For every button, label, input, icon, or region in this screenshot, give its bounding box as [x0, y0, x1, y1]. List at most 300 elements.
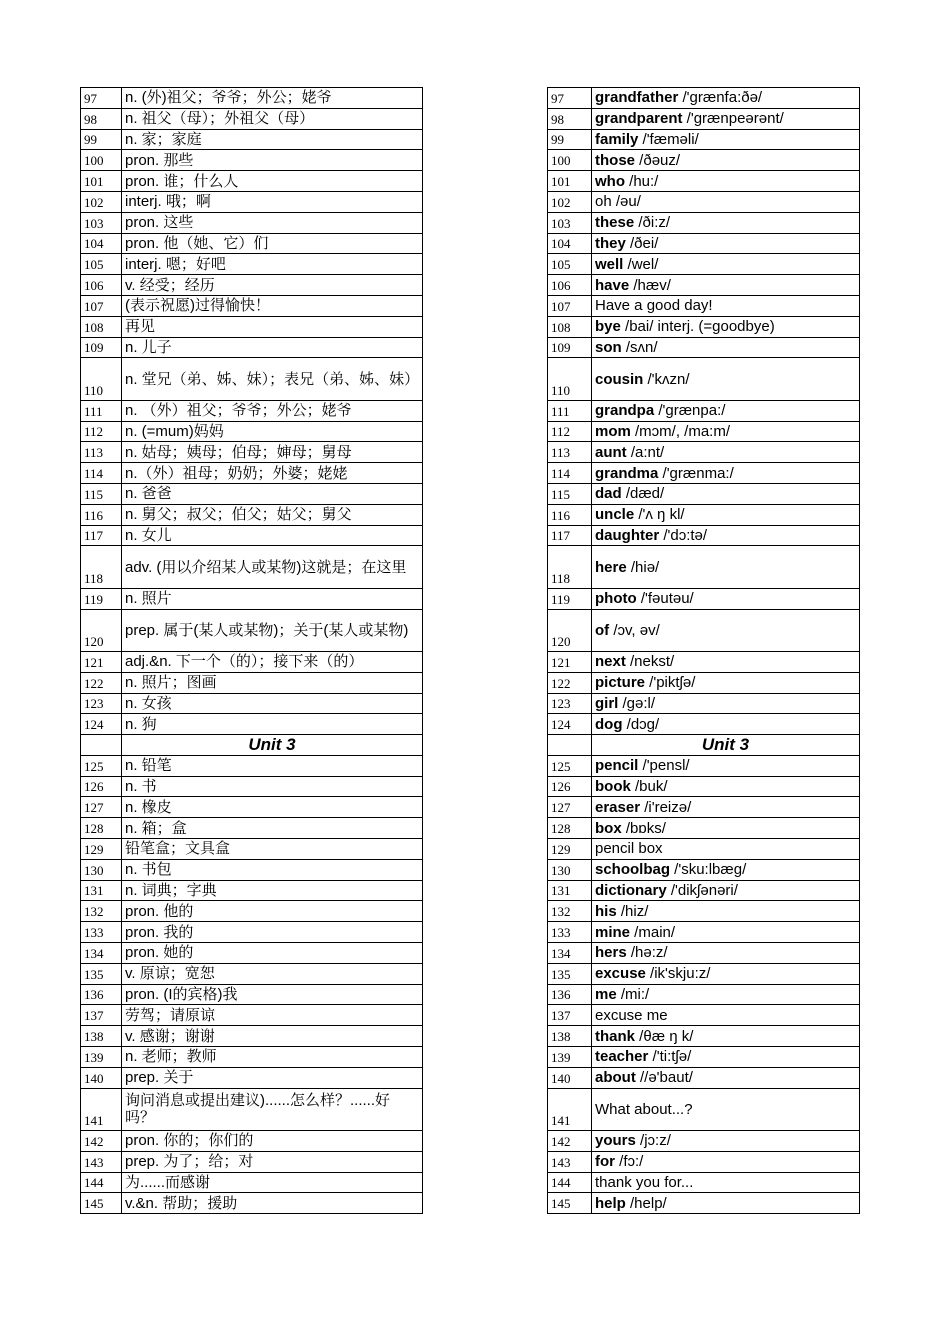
row-number: 98	[548, 108, 592, 129]
chinese-meaning: pron. 那些	[122, 150, 423, 171]
english-entry	[592, 693, 860, 714]
table-row	[548, 88, 860, 109]
table-row	[81, 1005, 423, 1026]
phonetic: What about...?	[595, 1100, 693, 1118]
table-row	[81, 129, 423, 150]
english-entry	[592, 755, 860, 776]
chinese-meaning: v. 原谅；宽恕	[122, 963, 423, 984]
table-row	[81, 400, 423, 421]
row-number: 122	[548, 672, 592, 693]
table-row	[548, 776, 860, 797]
row-number: 97	[81, 88, 122, 109]
english-entry	[592, 171, 860, 192]
table-row	[548, 504, 860, 525]
row-number: 135	[548, 963, 592, 984]
english-entry	[592, 233, 860, 254]
phonetic: /'grænpeərənt/	[682, 110, 784, 128]
chinese-meaning: v. 感谢；谢谢	[122, 1026, 423, 1047]
row-number: 132	[81, 901, 122, 922]
table-row	[81, 1193, 423, 1214]
table-row	[548, 1151, 860, 1172]
chinese-meaning: n. 书包	[122, 859, 423, 880]
english-entry	[592, 129, 860, 150]
row-number: 145	[81, 1193, 122, 1214]
english-entry	[592, 651, 860, 672]
phonetic: /hiz/	[616, 902, 649, 920]
chinese-meaning: n. 照片；图画	[122, 672, 423, 693]
table-row	[548, 859, 860, 880]
phonetic: /'dikʃənəri/	[666, 882, 738, 900]
headword: thank	[595, 1027, 636, 1045]
phonetic: /'fəutəu/	[636, 590, 694, 608]
row-number: 144	[81, 1172, 122, 1193]
row-number: 140	[81, 1067, 122, 1088]
row-number: 130	[81, 859, 122, 880]
headword: mom	[595, 422, 631, 440]
chinese-meaning: pron. 他的	[122, 901, 423, 922]
headword: mine	[595, 923, 631, 941]
chinese-meaning: n. 狗	[122, 714, 423, 735]
table-row	[548, 171, 860, 192]
phonetic: /'grænma:/	[658, 464, 734, 482]
table-row	[548, 922, 860, 943]
chinese-meaning: pron. 她的	[122, 943, 423, 964]
headword: dog	[595, 715, 623, 733]
headword: bye	[595, 318, 621, 336]
english-entry	[592, 963, 860, 984]
row-number: 127	[81, 797, 122, 818]
headword: box	[595, 819, 622, 837]
english-entry	[592, 191, 860, 212]
table-row	[81, 651, 423, 672]
english-entry	[592, 1067, 860, 1088]
table-row	[81, 1047, 423, 1068]
chinese-meaning: n. 书	[122, 776, 423, 797]
row-number: 102	[81, 191, 122, 212]
row-number: 114	[548, 463, 592, 484]
table-row	[548, 525, 860, 546]
english-entry	[592, 150, 860, 171]
table-row	[548, 191, 860, 212]
unit-title	[592, 735, 860, 756]
row-number: 136	[81, 984, 122, 1005]
english-entry	[592, 1005, 860, 1026]
chinese-meaning: n.（外）祖母；奶奶；外婆；姥姥	[122, 463, 423, 484]
headword: for	[595, 1153, 615, 1171]
table-row	[81, 839, 423, 860]
row-number: 103	[548, 212, 592, 233]
row-number: 119	[81, 588, 122, 609]
table-row	[81, 714, 423, 735]
chinese-meanings-table	[80, 87, 423, 1214]
chinese-meaning: adv. (用以介绍某人或某物)这就是；在这里	[122, 546, 423, 588]
headword: grandpa	[595, 402, 655, 420]
chinese-meaning: adj.&n. 下一个（的）；接下来（的）	[122, 651, 423, 672]
english-entry	[592, 463, 860, 484]
table-row	[81, 171, 423, 192]
row-number: 121	[81, 651, 122, 672]
english-entry	[592, 984, 860, 1005]
chinese-meaning: 为......而感谢	[122, 1172, 423, 1193]
row-number: 108	[548, 316, 592, 337]
table-row	[548, 108, 860, 129]
english-entry	[592, 1047, 860, 1068]
row-number: 97	[548, 88, 592, 109]
row-number: 109	[548, 337, 592, 358]
table-row	[81, 1131, 423, 1152]
row-number: 144	[548, 1172, 592, 1193]
headword: picture	[595, 674, 646, 692]
table-row	[548, 1172, 860, 1193]
headword: eraser	[595, 798, 641, 816]
row-number: 118	[81, 546, 122, 588]
chinese-meaning: n. 祖父（母）；外祖父（母）	[122, 108, 423, 129]
table-row	[548, 714, 860, 735]
english-entry	[592, 337, 860, 358]
row-number: 131	[81, 880, 122, 901]
headword: who	[595, 172, 625, 190]
table-row	[81, 797, 423, 818]
unit-header-row	[81, 735, 423, 756]
chinese-meaning: n. 箱；盒	[122, 818, 423, 839]
row-number: 98	[81, 108, 122, 129]
table-row	[548, 588, 860, 609]
row-number: 136	[548, 984, 592, 1005]
english-entry	[592, 88, 860, 109]
row-number: 105	[548, 254, 592, 275]
table-row	[81, 922, 423, 943]
row-number: 116	[81, 504, 122, 525]
row-number: 140	[548, 1067, 592, 1088]
phonetic: /wel/	[623, 255, 659, 273]
row-number: 120	[81, 609, 122, 651]
table-row	[548, 275, 860, 296]
phonetic: /ði:z/	[634, 214, 671, 232]
headword: girl	[595, 694, 619, 712]
phonetic: /bɒks/	[621, 819, 666, 837]
english-entry	[592, 275, 860, 296]
table-row	[81, 525, 423, 546]
row-number: 108	[81, 316, 122, 337]
english-entry	[592, 108, 860, 129]
row-number: 126	[81, 776, 122, 797]
table-row	[548, 1047, 860, 1068]
headword: daughter	[595, 526, 660, 544]
table-row	[81, 358, 423, 400]
chinese-meaning: prep. 属于(某人或某物)；关于(某人或某物)	[122, 609, 423, 651]
english-entry	[592, 358, 860, 400]
table-row	[81, 880, 423, 901]
chinese-meaning: pron. 这些	[122, 212, 423, 233]
chinese-meaning: n. 词典；字典	[122, 880, 423, 901]
chinese-meaning: n. 爸爸	[122, 483, 423, 504]
table-row	[81, 1172, 423, 1193]
phonetic: Have a good day!	[595, 297, 713, 315]
headword: family	[595, 130, 639, 148]
row-number: 122	[81, 672, 122, 693]
phonetic: /'kʌzn/	[643, 370, 690, 388]
chinese-meaning: interj. 哦；啊	[122, 191, 423, 212]
phonetic: /i'reizə/	[640, 798, 692, 816]
table-row	[81, 588, 423, 609]
chinese-meaning: n. 家；家庭	[122, 129, 423, 150]
headword: cousin	[595, 370, 644, 388]
chinese-meaning: n. 老师；教师	[122, 1047, 423, 1068]
table-row	[81, 463, 423, 484]
row-number: 123	[548, 693, 592, 714]
english-entry	[592, 1193, 860, 1214]
phonetic: /ik'skju:z/	[645, 965, 711, 983]
table-row	[81, 963, 423, 984]
row-number: 133	[548, 922, 592, 943]
chinese-meaning: v. 经受；经历	[122, 275, 423, 296]
phonetic: /buk/	[630, 778, 668, 796]
table-row	[81, 483, 423, 504]
table-row	[548, 1026, 860, 1047]
english-entry	[592, 818, 860, 839]
phonetic: /ðei/	[625, 234, 659, 252]
phonetic: /'grænpa:/	[654, 402, 726, 420]
headword: help	[595, 1194, 626, 1212]
row-number: 131	[548, 880, 592, 901]
headword: they	[595, 234, 626, 252]
table-row	[548, 880, 860, 901]
chinese-meaning: prep. 为了；给；对	[122, 1151, 423, 1172]
row-number: 137	[81, 1005, 122, 1026]
headword: about	[595, 1069, 636, 1087]
table-row	[81, 295, 423, 316]
chinese-meaning: pron. 你的；你们的	[122, 1131, 423, 1152]
table-row	[81, 672, 423, 693]
headword: hers	[595, 944, 627, 962]
table-row	[548, 755, 860, 776]
table-row	[548, 337, 860, 358]
phonetic: /help/	[625, 1194, 667, 1212]
phonetic: oh /əu/	[595, 193, 641, 211]
english-entry	[592, 295, 860, 316]
english-entry	[592, 421, 860, 442]
headword: excuse	[595, 965, 646, 983]
row-number	[81, 735, 122, 756]
row-number: 100	[548, 150, 592, 171]
row-number: 111	[548, 400, 592, 421]
table-row	[548, 901, 860, 922]
row-number: 103	[81, 212, 122, 233]
row-number: 141	[81, 1088, 122, 1130]
table-row	[548, 463, 860, 484]
headword: me	[595, 986, 617, 1004]
table-row	[548, 693, 860, 714]
row-number: 134	[548, 943, 592, 964]
english-entry	[592, 714, 860, 735]
table-row	[548, 546, 860, 588]
table-row	[548, 839, 860, 860]
table-row	[81, 901, 423, 922]
table-row	[548, 212, 860, 233]
row-number: 143	[81, 1151, 122, 1172]
chinese-meaning: 劳驾；请原谅	[122, 1005, 423, 1026]
unit-title: Unit 3	[122, 735, 423, 756]
english-entry	[592, 400, 860, 421]
english-entry	[592, 1026, 860, 1047]
headword: dictionary	[595, 882, 667, 900]
table-row	[548, 400, 860, 421]
row-number: 112	[81, 421, 122, 442]
chinese-meaning: n. 照片	[122, 588, 423, 609]
phonetic: /hə:z/	[626, 944, 668, 962]
phonetic: /'sku:lbæg/	[670, 861, 747, 879]
phonetic: /hiə/	[626, 558, 660, 576]
table-row	[548, 150, 860, 171]
table-row	[548, 233, 860, 254]
row-number: 124	[548, 714, 592, 735]
headword: these	[595, 214, 635, 232]
table-row	[81, 1026, 423, 1047]
chinese-meaning: n. 女儿	[122, 525, 423, 546]
chinese-meaning: pron. 他（她、它）们	[122, 233, 423, 254]
phonetic: /hæv/	[629, 276, 671, 294]
english-entry	[592, 316, 860, 337]
row-number: 138	[548, 1026, 592, 1047]
table-row	[548, 818, 860, 839]
table-row	[548, 797, 860, 818]
phonetic: /main/	[630, 923, 676, 941]
row-number: 102	[548, 191, 592, 212]
row-number: 113	[81, 442, 122, 463]
headword: dad	[595, 485, 622, 503]
row-number: 110	[548, 358, 592, 400]
unit-header-row	[548, 735, 860, 756]
row-number: 120	[548, 609, 592, 651]
row-number: 137	[548, 1005, 592, 1026]
table-row	[548, 609, 860, 651]
row-number: 107	[548, 295, 592, 316]
chinese-meaning: n. 女孩	[122, 693, 423, 714]
headword: yours	[595, 1132, 636, 1150]
table-row	[81, 776, 423, 797]
english-entry	[592, 672, 860, 693]
row-number: 121	[548, 651, 592, 672]
table-row	[81, 859, 423, 880]
row-number: 106	[548, 275, 592, 296]
headword: his	[595, 902, 617, 920]
chinese-meaning: 询问消息或提出建议)......怎么样？......好吗？	[122, 1088, 423, 1130]
row-number	[548, 735, 592, 756]
table-row	[81, 275, 423, 296]
row-number: 138	[81, 1026, 122, 1047]
english-entry	[592, 880, 860, 901]
table-row	[548, 129, 860, 150]
table-row	[81, 233, 423, 254]
phonetic: /ðəuz/	[635, 151, 681, 169]
table-row	[81, 150, 423, 171]
row-number: 117	[81, 525, 122, 546]
english-entry	[592, 839, 860, 860]
unit-label: Unit 3	[701, 735, 750, 755]
row-number: 116	[548, 504, 592, 525]
chinese-meaning: prep. 关于	[122, 1067, 423, 1088]
chinese-meaning: pron. (I的宾格)我	[122, 984, 423, 1005]
table-row	[548, 1067, 860, 1088]
english-entry	[592, 1131, 860, 1152]
row-number: 145	[548, 1193, 592, 1214]
english-entry	[592, 212, 860, 233]
row-number: 119	[548, 588, 592, 609]
chinese-meaning: n. (外)祖父；爷爷；外公；姥爷	[122, 88, 423, 109]
table-row	[81, 546, 423, 588]
table-row	[81, 504, 423, 525]
headword: grandparent	[595, 110, 683, 128]
table-row	[81, 984, 423, 1005]
english-entry	[592, 609, 860, 651]
table-row	[81, 212, 423, 233]
headword: those	[595, 151, 636, 169]
english-entry	[592, 525, 860, 546]
chinese-meaning: n. 堂兄（弟、姊、妹）；表兄（弟、姊、妹）	[122, 358, 423, 400]
chinese-meaning: n. (=mum)妈妈	[122, 421, 423, 442]
row-number: 128	[81, 818, 122, 839]
row-number: 129	[81, 839, 122, 860]
phonetic: thank you for...	[595, 1174, 694, 1192]
phonetic: /'dɔ:tə/	[659, 526, 708, 544]
table-row	[81, 421, 423, 442]
row-number: 99	[548, 129, 592, 150]
headword: schoolbag	[595, 861, 671, 879]
row-number: 99	[81, 129, 122, 150]
phonetic: /nekst/	[625, 653, 675, 671]
table-row	[81, 1151, 423, 1172]
english-entry	[592, 588, 860, 609]
phonetic: /gə:l/	[618, 694, 656, 712]
english-entry	[592, 442, 860, 463]
row-number: 142	[548, 1131, 592, 1152]
row-number: 101	[548, 171, 592, 192]
phonetic: /mi:/	[616, 986, 650, 1004]
phonetic: /'grænfa:ðə/	[678, 89, 763, 107]
row-number: 114	[81, 463, 122, 484]
chinese-meaning: n. 儿子	[122, 337, 423, 358]
headword: book	[595, 778, 631, 796]
phonetic: /'fæməli/	[638, 130, 699, 148]
chinese-meaning: n. （外）祖父；爷爷；外公；姥爷	[122, 400, 423, 421]
row-number: 100	[81, 150, 122, 171]
chinese-meaning: (表示祝愿)过得愉快！	[122, 295, 423, 316]
english-words-table	[547, 87, 860, 1214]
phonetic: pencil box	[595, 840, 663, 858]
english-entry	[592, 922, 860, 943]
table-row	[81, 316, 423, 337]
headword: well	[595, 255, 624, 273]
phonetic: /sʌn/	[621, 338, 658, 356]
row-number: 141	[548, 1088, 592, 1130]
row-number: 126	[548, 776, 592, 797]
table-row	[548, 254, 860, 275]
table-row	[548, 483, 860, 504]
table-row	[548, 943, 860, 964]
headword: grandfather	[595, 89, 679, 107]
row-number: 115	[81, 483, 122, 504]
phonetic: /θæ ŋ k/	[635, 1027, 694, 1045]
phonetic: /jɔ:z/	[635, 1132, 671, 1150]
row-number: 143	[548, 1151, 592, 1172]
table-row	[81, 818, 423, 839]
table-row	[548, 1193, 860, 1214]
phonetic: /'pensl/	[638, 757, 690, 775]
table-row	[81, 693, 423, 714]
phonetic: /mɔm/, /ma:m/	[630, 422, 731, 440]
english-entry	[592, 1088, 860, 1130]
english-entry	[592, 546, 860, 588]
